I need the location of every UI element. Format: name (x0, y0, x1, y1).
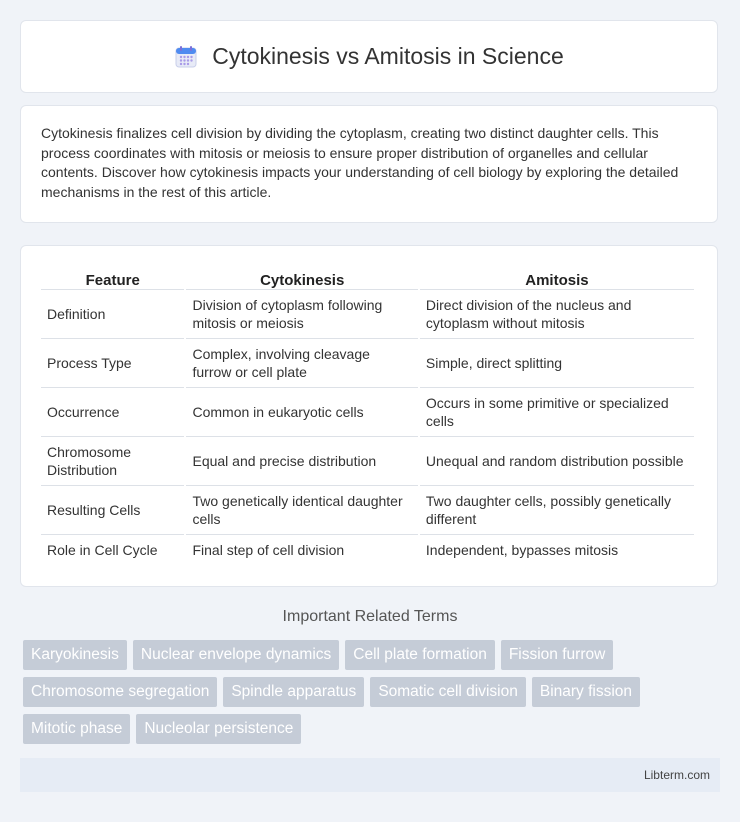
tag-mitotic-phase[interactable]: Mitotic phase (23, 714, 130, 744)
intro-paragraph: Cytokinesis finalizes cell division by dividing the cytoplasm, creating two distinct daughter cells. This process coordinates with mitosis or meiosis to ensure proper distribution of organelles and cellular contents. Discover how cytokinesis impacts your understanding of cell biology by exploring the detailed mechanisms in the rest of this article. (41, 125, 679, 200)
tag-cell-plate-formation[interactable]: Cell plate formation (345, 640, 495, 670)
amitosis-cell: Direct division of the nucleus and cytoplasm without mitosis (420, 290, 694, 339)
footer-site-link[interactable]: Libterm.com (643, 768, 710, 782)
feature-cell: Role in Cell Cycle (47, 542, 158, 558)
table-row (41, 339, 694, 388)
amitosis-cell: Two daughter cells, possibly genetically different (420, 486, 694, 535)
tag-somatic-cell-division[interactable]: Somatic cell division (370, 677, 526, 707)
tag-fission-furrow[interactable]: Fission furrow (501, 640, 613, 670)
amitosis-cell: Occurs in some primitive or specialized cells (420, 388, 694, 437)
cytokinesis-cell: Complex, involving cleavage furrow or cell plate (186, 339, 417, 388)
comparison-table (39, 265, 696, 565)
header-feature: Feature (41, 265, 184, 290)
feature-cell: Process Type (41, 339, 184, 388)
amitosis-cell: Independent, bypasses mitosis (425, 542, 619, 558)
comparison-card (20, 245, 718, 587)
tag-karyokinesis[interactable]: Karyokinesis (23, 640, 127, 670)
related-terms-title: Important Related Terms (282, 608, 458, 625)
cytokinesis-cell: Division of cytoplasm following mitosis or meiosis (186, 290, 417, 339)
table-row (41, 290, 694, 339)
table-row (41, 535, 694, 565)
tag-spindle-apparatus[interactable]: Spindle apparatus (223, 677, 364, 707)
table-row (41, 388, 694, 437)
cytokinesis-cell: Equal and precise distribution (186, 437, 417, 486)
feature-cell: Occurrence (41, 388, 184, 437)
tag-binary-fission[interactable]: Binary fission (532, 677, 640, 707)
tag-nuclear-envelope-dynamics[interactable]: Nuclear envelope dynamics (133, 640, 339, 670)
table-header-row (41, 265, 694, 290)
feature-cell: Definition (41, 290, 184, 339)
table-row (41, 486, 694, 535)
cytokinesis-cell: Final step of cell division (192, 542, 345, 558)
related-terms-list (23, 640, 723, 744)
tag-chromosome-segregation[interactable]: Chromosome segregation (23, 677, 217, 707)
feature-cell: Chromosome Distribution (41, 437, 184, 486)
tag-nucleolar-persistence[interactable]: Nucleolar persistence (136, 714, 301, 744)
table-row (41, 437, 694, 486)
feature-cell: Resulting Cells (41, 486, 184, 535)
header-cytokinesis: Cytokinesis (186, 265, 417, 290)
footer (20, 758, 720, 792)
page-title: Cytokinesis vs Amitosis in Science (212, 43, 564, 69)
cytokinesis-cell: Common in eukaryotic cells (186, 388, 417, 437)
amitosis-cell: Simple, direct splitting (420, 339, 694, 388)
header-amitosis: Amitosis (420, 265, 694, 290)
amitosis-cell: Unequal and random distribution possible (420, 437, 694, 486)
calendar-icon (174, 45, 198, 69)
intro-card (20, 105, 718, 223)
cytokinesis-cell: Two genetically identical daughter cells (186, 486, 417, 535)
header-card (20, 20, 718, 93)
